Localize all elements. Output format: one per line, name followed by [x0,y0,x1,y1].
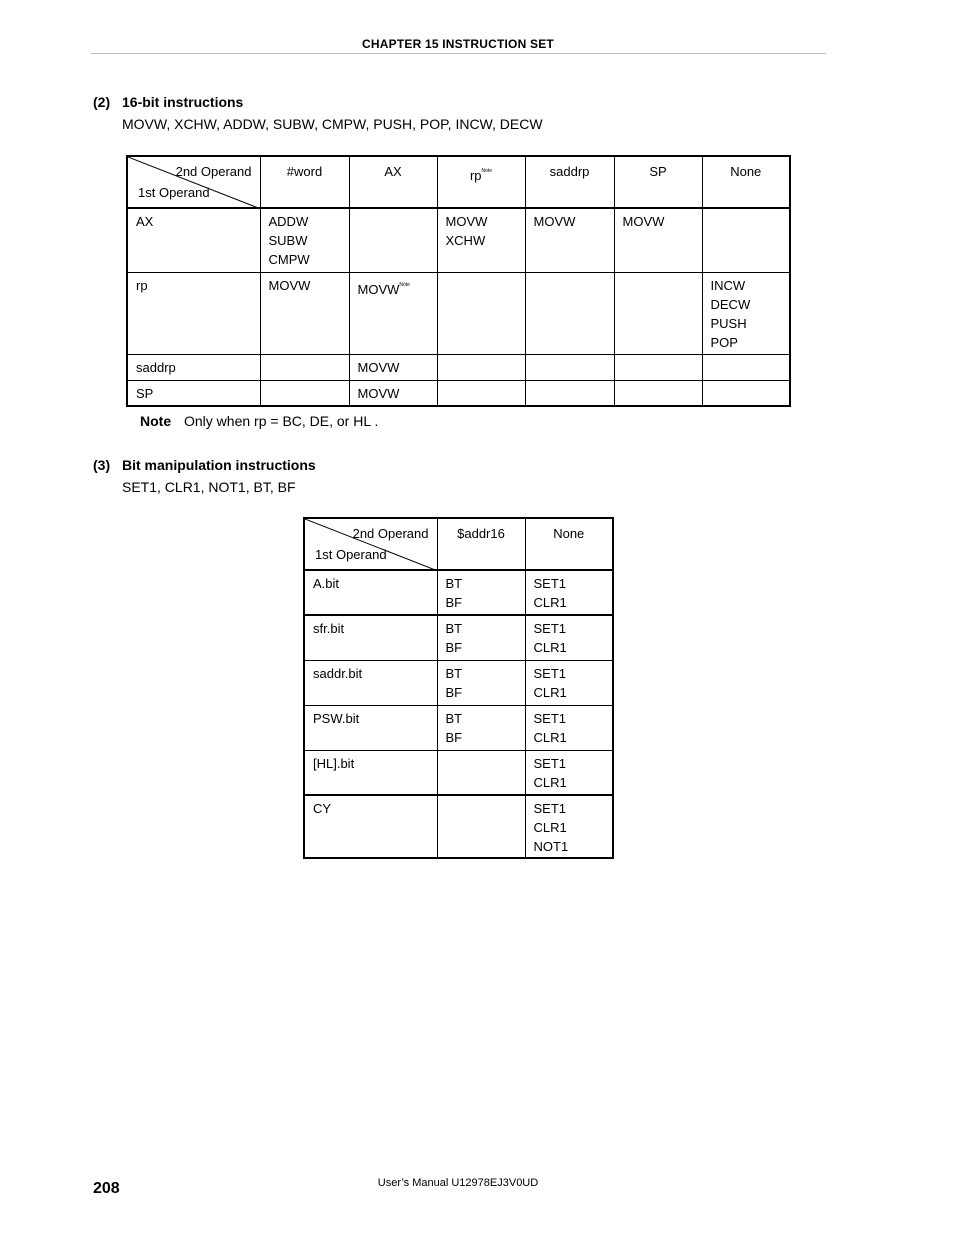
cell-instruction: CLR1 [533,640,567,655]
table-cell [525,570,613,615]
cell-instruction: CLR1 [533,729,567,745]
table-cell [525,354,614,380]
header-rule [91,53,826,54]
cell-instruction: CLR1 [533,820,567,835]
table-row [127,208,790,272]
bit-operand-table [303,517,614,859]
cell-instruction: CLR1 [533,774,567,790]
table-cell [349,208,437,272]
cell-instruction: SET1 [533,621,567,636]
col-header-rp-text: rp [469,168,482,183]
operand-corner-cell [127,156,260,208]
table-row [304,570,613,615]
second-operand-label: 2nd Operand [352,526,429,541]
cell-instruction: SET1 [533,665,567,681]
table-cell [260,272,349,354]
col-header-none: None [702,156,790,208]
table-cell [437,615,525,660]
cell-instruction: MOVW [357,385,400,401]
cell-instruction: SET1 [533,755,567,771]
table-cell [525,272,614,354]
table-cell [525,615,613,660]
manual-footer: User’s Manual U12978EJ3V0UD [377,1177,539,1189]
cell-instruction: BF [445,640,463,655]
cell-instruction: PUSH [710,315,747,331]
col-header-sp: SP [614,156,702,208]
table-cell [437,660,525,705]
cell-instruction: POP [710,334,738,350]
table-cell [260,380,349,406]
16bit-operand-table [126,155,791,407]
table-row [304,615,613,660]
chapter-header: CHAPTER 15 INSTRUCTION SET [362,37,554,51]
section-bit-instruction-list: SET1, CLR1, NOT1, BT, BF [122,479,296,495]
cell-instruction: BF [445,595,463,610]
cell-instruction: XCHW [445,233,486,248]
note-marker: Note [399,281,410,288]
cell-instruction: MOVW [622,214,665,229]
operand-corner-cell [304,518,437,570]
first-operand-label: 1st Operand [138,185,210,200]
table-cell [525,380,614,406]
section-16bit-instruction-list: MOVW, XCHW, ADDW, SUBW, CMPW, PUSH, POP, INCW, DECW [122,116,543,132]
table-cell [702,380,790,406]
table-cell [437,272,525,354]
table-row [127,272,790,354]
table-cell [614,354,702,380]
cell-instruction: BT [445,665,463,681]
cell-instruction: SET1 [533,576,567,591]
row-header-saddr-bit: saddr.bit [304,660,437,705]
cell-instruction: BT [445,576,463,591]
cell-instruction: SET1 [533,801,567,816]
row-header-a-bit: A.bit [304,570,437,615]
cell-instruction: MOVW [533,214,576,229]
table-cell [260,354,349,380]
table-cell [525,705,613,750]
note-marker: Note [481,168,493,174]
table-cell [525,660,613,705]
row-header-psw-bit: PSW.bit [304,705,437,750]
table-cell [702,272,790,354]
row-header-hl-bit: [HL].bit [304,750,437,795]
table-cell [349,272,437,354]
table-cell [437,750,525,795]
row-header-cy: CY [304,795,437,858]
table-cell [349,354,437,380]
row-header-sfr-bit: sfr.bit [304,615,437,660]
cell-instruction: BT [445,710,463,726]
cell-instruction: ADDW [268,214,309,229]
cell-instruction: MOVW [357,359,400,375]
section-bit-title [93,457,316,473]
cell-instruction: BT [445,621,463,636]
table-cell [614,380,702,406]
table-cell [437,570,525,615]
table-cell [702,354,790,380]
table-cell [702,208,790,272]
table-cell [437,208,525,272]
cell-instruction: MOVW [445,214,488,229]
table-cell [614,208,702,272]
section-title-text: 16-bit instructions [122,94,244,110]
table-row [127,354,790,380]
cell-instruction: SUBW [268,233,308,248]
table-cell [525,208,614,272]
cell-instruction: CLR1 [533,684,567,700]
first-operand-label: 1st Operand [315,547,387,562]
section-number: (3) [93,457,111,473]
section-title-text: Bit manipulation instructions [122,457,316,473]
row-header-saddrp: saddrp [127,354,260,380]
col-header-ax: AX [349,156,437,208]
table-cell [437,380,525,406]
cell-instruction: CMPW [268,252,310,267]
table-row [304,660,613,705]
table-row [127,380,790,406]
cell-instruction: BF [445,729,463,745]
col-header-none: None [525,518,613,570]
row-header-ax: AX [127,208,260,272]
col-header-word: #word [260,156,349,208]
cell-instruction: MOVW [357,281,400,297]
page-number: 208 [93,1180,120,1197]
table-row [304,795,613,858]
col-header-rp [437,156,525,208]
section-16bit-title [93,94,243,110]
note-label: Note [140,413,172,429]
cell-instruction: DECW [710,296,751,312]
section-number: (2) [93,94,111,110]
table-note [140,413,378,429]
table-cell [437,795,525,858]
table-row [304,705,613,750]
second-operand-label: 2nd Operand [175,164,252,179]
table-cell [437,354,525,380]
cell-instruction: MOVW [268,277,311,293]
row-header-rp: rp [127,272,260,354]
table-cell [349,380,437,406]
col-header-addr16: $addr16 [437,518,525,570]
table-cell [614,272,702,354]
cell-instruction: NOT1 [533,839,569,854]
table-cell [260,208,349,272]
table-cell [525,795,613,858]
table-cell [525,750,613,795]
col-header-saddrp: saddrp [525,156,614,208]
note-text: Only when rp = BC, DE, or HL . [184,413,379,429]
table-row [304,750,613,795]
row-header-sp: SP [127,380,260,406]
cell-instruction-with-note [358,276,429,299]
cell-instruction: SET1 [533,710,567,726]
cell-instruction: CLR1 [533,595,567,610]
cell-instruction: INCW [710,277,746,293]
table-cell [437,705,525,750]
cell-instruction: BF [445,684,463,700]
